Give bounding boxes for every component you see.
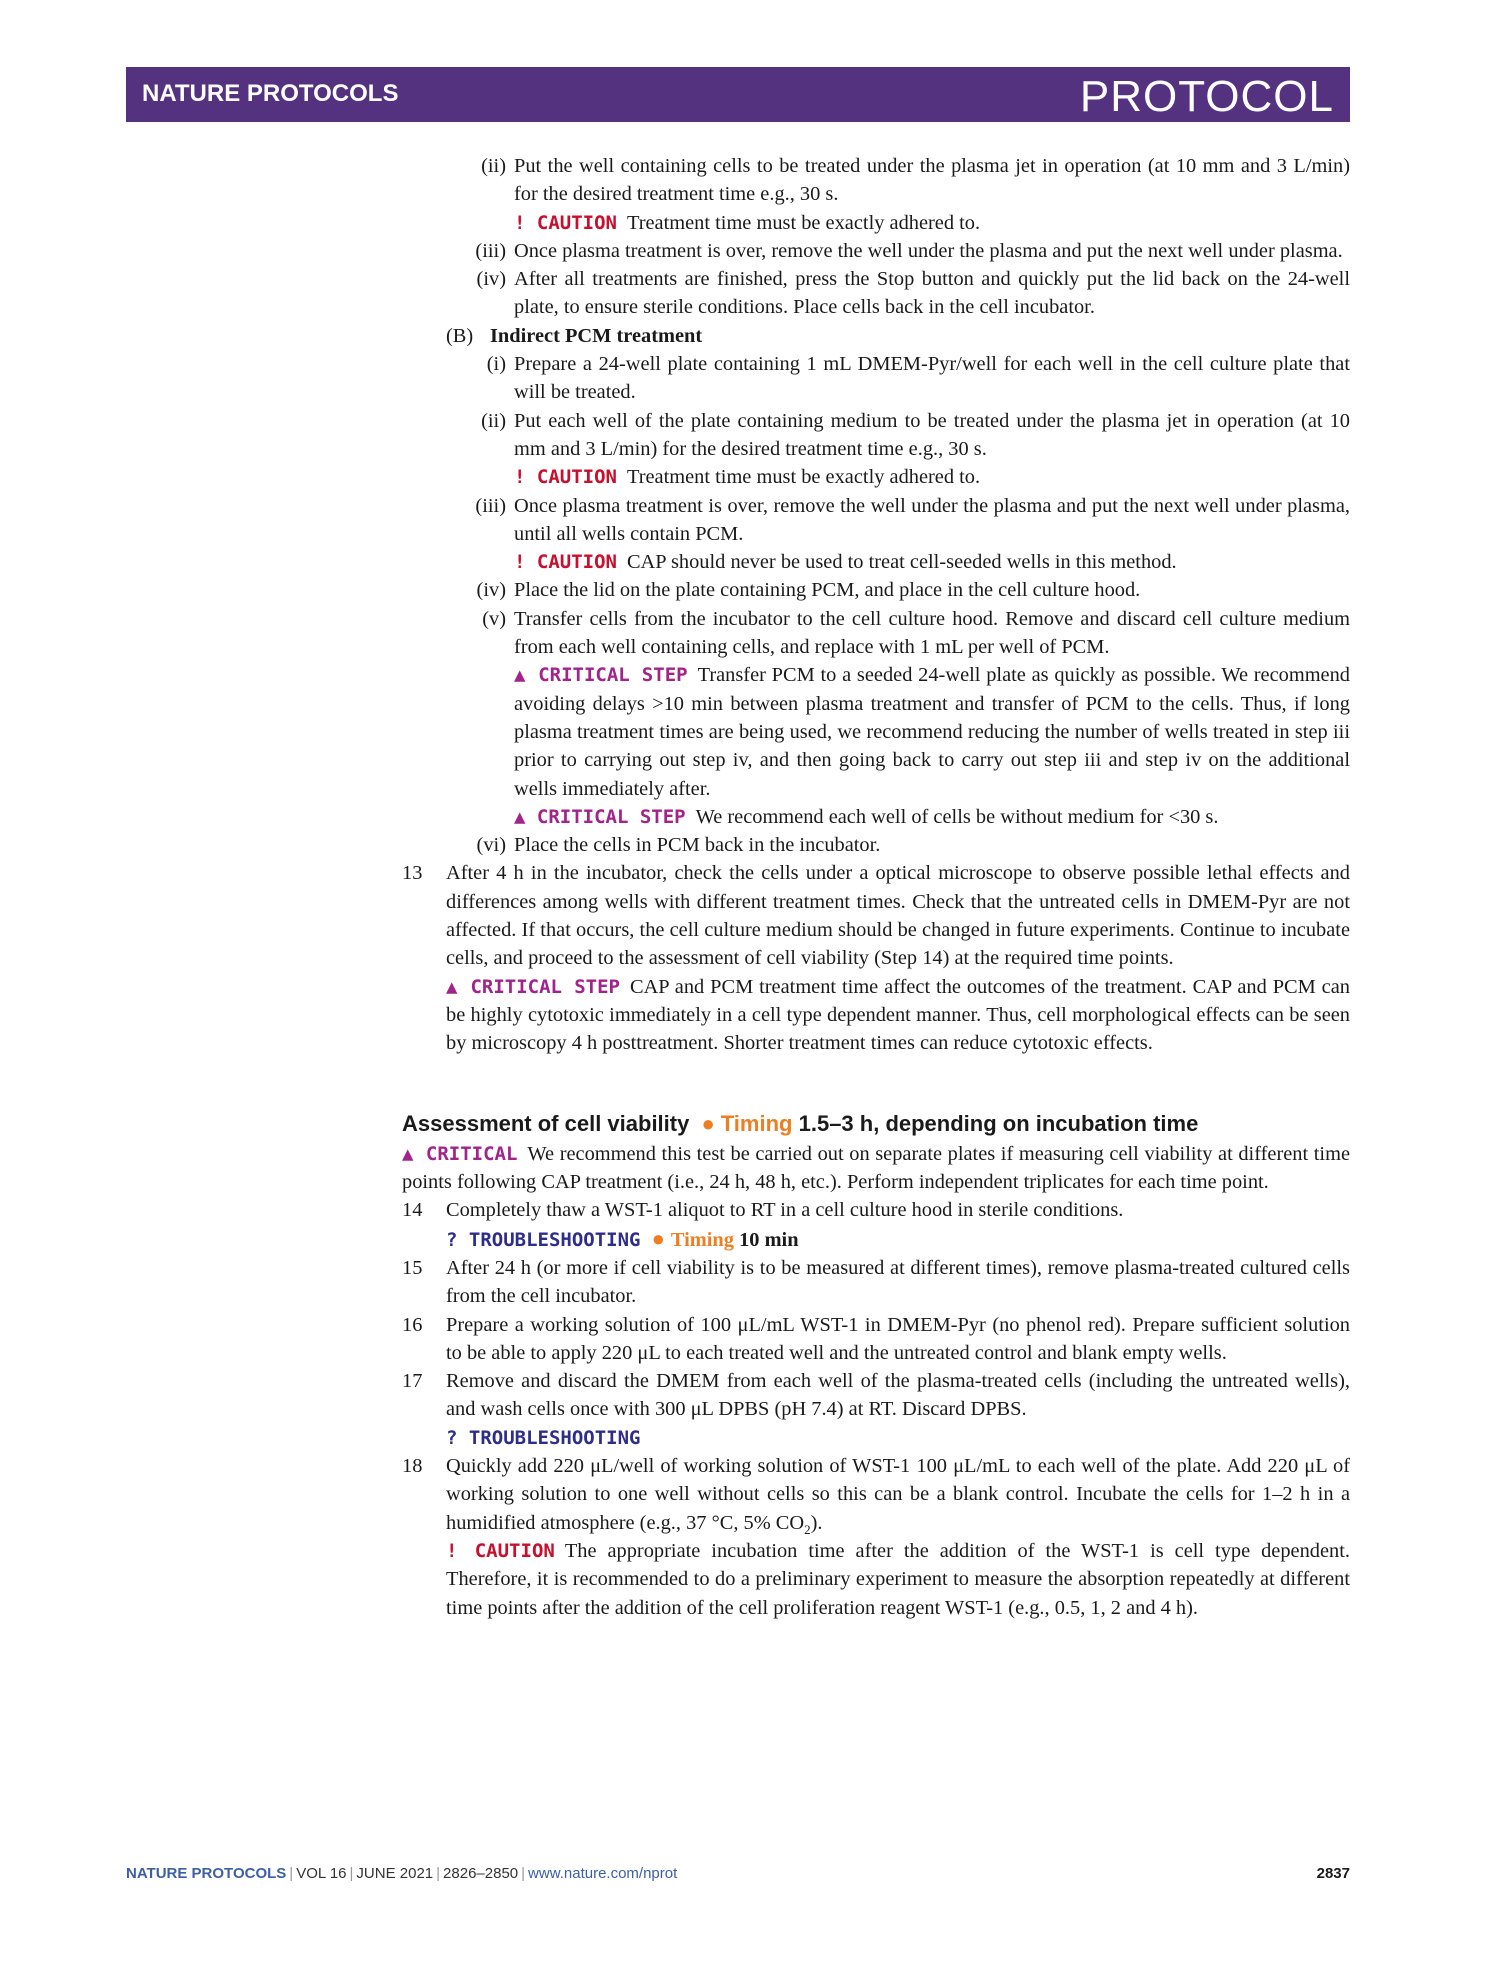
troubleshooting-note: ? TROUBLESHOOTING [446,1426,641,1449]
step-14: 14 Completely thaw a WST-1 aliquot to RT in a cell culture hood in sterile conditions. [402,1199,1124,1222]
step-15: 15 After 24 h (or more if cell viability is to be measured at different times), remove plasma-treated cultured cells from the cell incubator. [402,1256,1350,1308]
indirect-substep-iii: (iii) Once plasma treatment is over, remove the well under the plasma and put the next well under plasma, until all wells contain PCM. [475,494,1350,545]
caution-note: ! CAUTION Treatment time must be exactly adhered to. [514,211,981,234]
article-type: PROTOCOL [1079,72,1334,121]
page-number: 2837 [1316,1865,1350,1882]
caution-note: ! CAUTION CAP should never be used to treat cell-seeded wells in this method. [514,551,1177,574]
timing-dot-icon: ● [651,1225,665,1251]
step-16: 16 Prepare a working solution of 100 μL/mL WST-1 in DMEM-Pyr (no phenol red). Prepare sufficient solution to be able to apply 220 μL to each treated well and the untreated control and blank empty wells. [402,1313,1350,1364]
critical-step-note: ▲ CRITICAL STEP We recommend each well of cells be without medium for <30 s. [514,805,1219,828]
indirect-substep-i: (i) Prepare a 24-well plate containing 1 mL DMEM-Pyr/well for each well in the cell culture plate that will be treated. [486,353,1350,404]
indirect-substep-v: (v) Transfer cells from the incubator to the cell culture hood. Remove and discard cell culture medium from each well containing cells, and replace with 1 mL per well of PCM. [482,607,1350,659]
step-13: 13 After 4 h in the incubator, check the cells under a optical microscope to observe possible lethal effects and differences among wells with different treatment times. Check that the untreated cells in DMEM-Pyr are not affected. If that occurs, the cell culture medium should be changed in future experiments. Continue to incubate cells, and proceed to the assessment of cell viability (Step 14) at the required time points. [402,862,1350,970]
troubleshooting-note: ? TROUBLESHOOTING ● Timing 10 min [446,1225,799,1251]
critical-step-note: ▲ CRITICAL STEP Transfer PCM to a seeded 24-well plate as quickly as possible. We recommend avoiding delays >10 min between plasma treatment and transfer of PCM to the cells. Thus, if long plasma treatment times are being used, we recommend reducing the number of wells treated in step iii prior to carrying out step iv, and then going back to carry out step iii and step iv on the additional wells immediately after. [514,664,1350,800]
footer-volume: VOL 16 [296,1865,347,1882]
section-critical-note: ▲ CRITICAL We recommend this test be carried out on separate plates if measuring cell viability at different time points following CAP treatment (i.e., 24 h, 48 h, etc.). Perform independent triplicates for each time point. [402,1142,1351,1194]
section-heading: Assessment of cell viability ● Timing 1.5–3 h, depending on incubation time [402,1110,1199,1136]
footer-journal: NATURE PROTOCOLS [126,1865,287,1882]
indirect-substep-ii: (ii) Put each well of the plate containing medium to be treated under the plasma jet in operation (at 10 mm and 3 L/min) for the desired treatment time e.g., 30 s. [481,409,1350,460]
caution-note: ! CAUTION Treatment time must be exactly adhered to. [514,466,981,489]
step-18: 18 Quickly add 220 μL/well of working solution of WST-1 100 μL/mL to each well of the plate. Add 220 μL of working solution to one well without cells so this can be a blank control. Incubate the cells for 1–2 h in a humidified atmosphere (e.g., 37 °C, 5% $CO_2$). [402,1455,1350,1537]
direct-substep-iii: (iii) Once plasma treatment is over, remove the well under the plasma and put the next well under plasma. [475,239,1343,262]
journal-header-bar [126,67,1350,122]
indirect-heading: (B) Indirect PCM treatment [446,324,703,347]
footer-pages: 2826–2850 [443,1865,519,1882]
protocol-body [402,152,1350,1622]
footer-date: JUNE 2021 [356,1865,434,1882]
step-17: 17 Remove and discard the DMEM from each well of the plasma-treated cells (including the untreated wells), and wash cells once with 300 μL DPBS (pH 7.4) at RT. Discard DPBS. [402,1370,1350,1421]
timing-dot-icon: ● [701,1110,715,1136]
footer-url-link[interactable]: www.nature.com/nprot [528,1865,678,1882]
indirect-substep-vi: (vi) Place the cells in PCM back in the incubator. [476,834,881,857]
caution-note: ! CAUTION The appropriate incubation time after the addition of the WST-1 is cell type dependent. Therefore, it is recommended to do a preliminary experiment to measure the absorption repeatedly at different time points after the addition of the cell proliferation reagent WST-1 (e.g., 0.5, 1, 2 and 4 h). [446,1539,1350,1619]
indirect-substep-iv: (iv) Place the lid on the plate containing PCM, and place in the cell culture hood. [476,579,1141,602]
direct-substep-ii: (ii) Put the well containing cells to be treated under the plasma jet in operation (at 10 mm and 3 L/min) for the desired treatment time e.g., 30 s. [481,155,1350,206]
direct-substep-iv: (iv) After all treatments are finished, press the Stop button and quickly put the lid back on the 24-well plate, to ensure sterile conditions. Place cells back in the cell incubator. [476,268,1350,319]
journal-name: NATURE PROTOCOLS [142,80,399,107]
critical-step-note: ▲ CRITICAL STEP CAP and PCM treatment time affect the outcomes of the treatment. CAP and PCM can be highly cytotoxic immediately in a cell type dependent manner. Thus, cell morphological effects can be seen by microscopy 4 h posttreatment. Shorter treatment times can reduce cytotoxic effects. [446,975,1350,1055]
